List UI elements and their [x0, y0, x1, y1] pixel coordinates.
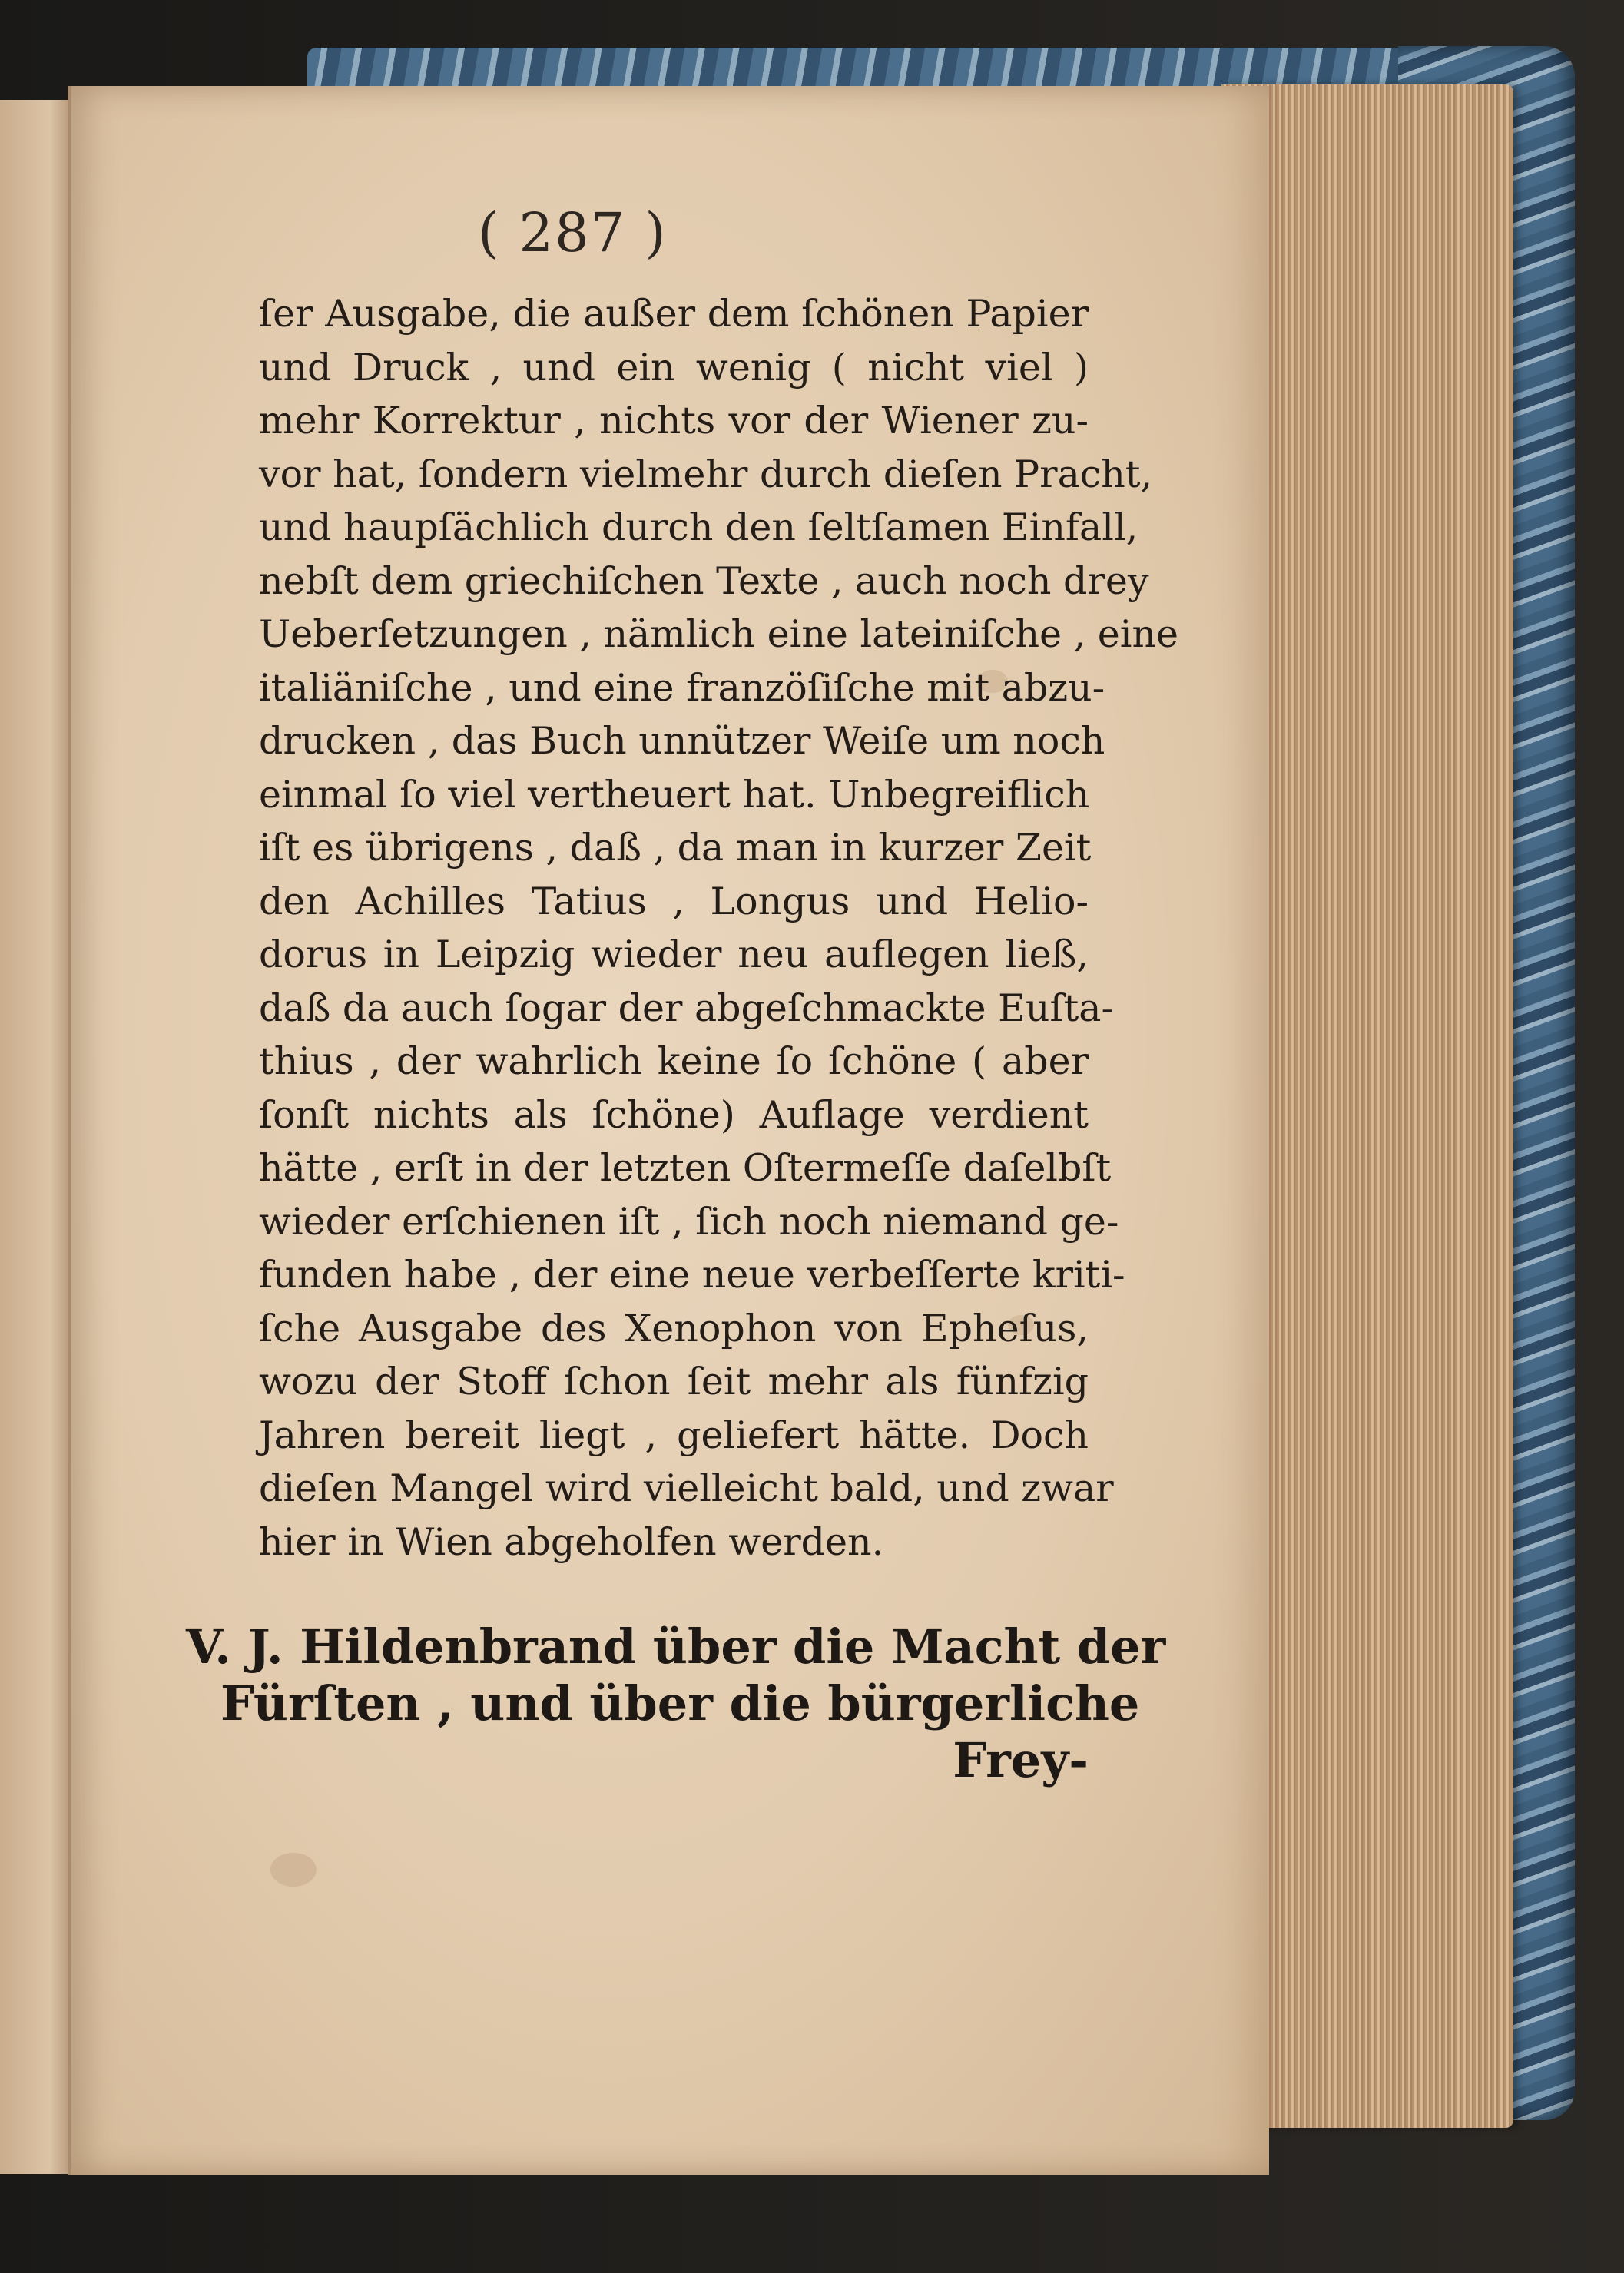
text-line: funden habe , der eine neue verbeſſerte kriti- — [259, 1253, 1125, 1297]
text-line: drucken , das Buch unnützer Weiſe um noch — [259, 719, 1105, 763]
text-line: den Achilles Tatius , Longus und Helio- — [259, 879, 1089, 923]
text-line: hätte , erſt in der letzten Oſtermeſſe daſelbſt — [259, 1146, 1112, 1190]
heading-line: Frey- — [953, 1732, 1089, 1788]
text-line: ſer Ausgabe, die außer dem ſchönen Papier — [259, 292, 1089, 336]
text-line: dieſen Mangel wird vielleicht bald, und zwar — [259, 1466, 1114, 1510]
book-page — [68, 86, 1269, 2175]
text-line: und haupſächlich durch den ſeltſamen Einfall, — [259, 505, 1138, 549]
text-line: iſt es übrigens , daß , da man in kurzer Zeit — [259, 826, 1092, 870]
previous-page-sliver — [0, 100, 73, 2174]
text-line: italiäniſche , und eine franzöſiſche mit abzu- — [259, 665, 1105, 710]
text-line: wozu der Stoff ſchon ſeit mehr als fünfzig — [259, 1360, 1089, 1403]
text-line: einmal ſo viel vertheuert hat. Unbegreiflich — [259, 772, 1090, 817]
text-line: und Druck , und ein wenig ( nicht viel ) — [259, 345, 1089, 389]
text-line: thius , der wahrlich keine ſo ſchöne ( aber — [259, 1039, 1089, 1083]
text-line: daß da auch ſogar der abgeſchmackte Euſta- — [259, 986, 1115, 1030]
text-line: Jahren bereit liegt , geliefert hätte. Doch — [259, 1413, 1089, 1457]
body-text — [259, 287, 1179, 1569]
section-heading — [186, 1619, 1166, 1789]
text-line: hier in Wien abgeholfen werden. — [259, 1519, 884, 1564]
text-line: vor hat, ſondern vielmehr durch dieſen Pracht, — [259, 452, 1153, 496]
text-line: dorus in Leipzig wieder neu auflegen ließ, — [259, 933, 1089, 976]
text-line: ſche Ausgabe des Xenophon von Epheſus, — [259, 1306, 1089, 1350]
text-line: wieder erſchienen iſt , ſich noch niemand ge- — [259, 1199, 1119, 1244]
foxing-spot — [270, 1853, 317, 1887]
page-number: ( 287 ) — [478, 201, 668, 264]
text-line: mehr Korrektur , nichts vor der Wiener zu- — [259, 399, 1089, 442]
text-line: ſonſt nichts als ſchöne) Auflage verdient — [259, 1092, 1089, 1137]
heading-line: Fürſten , und über die bürgerliche — [220, 1675, 1140, 1731]
text-line: Ueberſetzungen , nämlich eine lateiniſche , eine — [259, 612, 1179, 656]
heading-line: V. J. Hildenbrand über die Macht der — [186, 1619, 1166, 1675]
text-line: nebſt dem griechiſchen Texte , auch noch drey — [259, 558, 1149, 603]
